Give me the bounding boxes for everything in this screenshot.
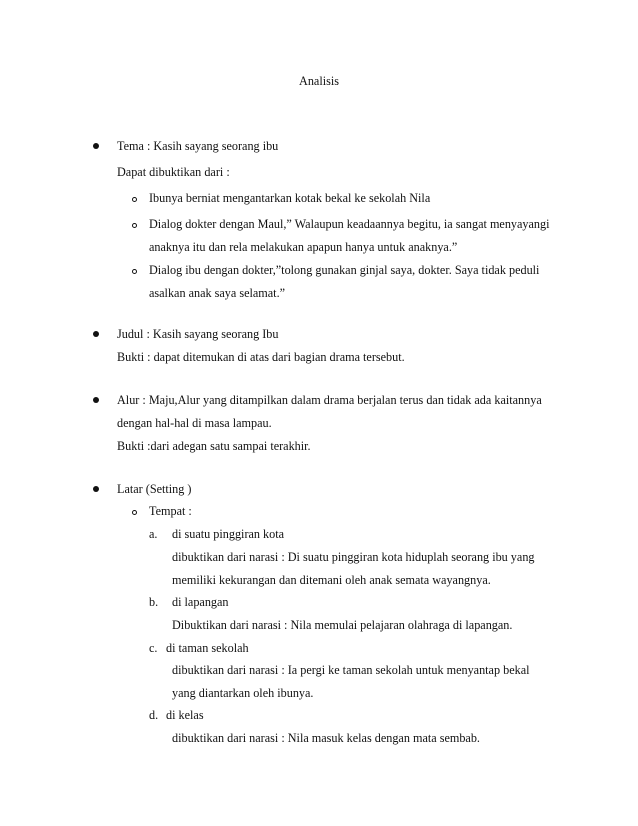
place-evidence-c-2: yang diantarkan oleh ibunya.	[172, 686, 314, 700]
tema-item-2-line1: Dialog dokter dengan Maul,” Walaupun keadaannya begitu, ia sangat menyayangi	[149, 217, 550, 231]
tema-intro: Dapat dibuktikan dari :	[117, 165, 230, 179]
place-evidence-c-1: dibuktikan dari narasi : Ia pergi ke taman sekolah untuk menyantap bekal	[172, 663, 530, 677]
alur-line2: dengan hal-hal di masa lampau.	[117, 416, 272, 430]
alur-bukti: Bukti :dari adegan satu sampai terakhir.	[117, 439, 311, 453]
place-letter-d: d.	[149, 708, 159, 722]
sub-bullet	[132, 197, 137, 202]
tema-item-2-line2: anaknya itu dan rela melakukan apapun hanya untuk anaknya.”	[149, 240, 458, 254]
place-letter-b: b.	[149, 595, 159, 609]
sub-bullet	[132, 269, 137, 274]
place-evidence-a-1: dibuktikan dari narasi : Di suatu pinggiran kota hiduplah seorang ibu yang	[172, 550, 535, 564]
bullet-judul	[93, 331, 99, 337]
place-evidence-d-1: dibuktikan dari narasi : Nila masuk kelas dengan mata sembab.	[172, 731, 480, 745]
place-letter-c: c.	[149, 641, 158, 655]
tema-item-1: Ibunya berniat mengantarkan kotak bekal ke sekolah Nila	[149, 191, 431, 205]
place-evidence-b-1: Dibuktikan dari narasi : Nila memulai pelajaran olahraga di lapangan.	[172, 618, 513, 632]
page-title: Analisis	[299, 74, 339, 88]
sub-bullet	[132, 510, 137, 515]
latar-tempat: Tempat :	[149, 504, 192, 518]
tema-heading: Tema : Kasih sayang seorang ibu	[117, 139, 279, 153]
place-letter-a: a.	[149, 527, 158, 541]
latar-heading: Latar (Setting )	[117, 482, 192, 496]
judul-heading: Judul : Kasih sayang seorang Ibu	[117, 327, 279, 341]
place-name-d: di kelas	[166, 708, 204, 722]
sub-bullet	[132, 223, 137, 228]
place-evidence-a-2: memiliki kekurangan dan ditemani oleh anak semata wayangnya.	[172, 573, 491, 587]
bullet-tema	[93, 143, 99, 149]
place-name-a: di suatu pinggiran kota	[172, 527, 285, 541]
tema-item-3-line2: asalkan anak saya selamat.”	[149, 286, 286, 300]
bullet-latar	[93, 486, 99, 492]
tema-item-3-line1: Dialog ibu dengan dokter,”tolong gunakan ginjal saya, dokter. Saya tidak peduli	[149, 263, 540, 277]
judul-bukti: Bukti : dapat ditemukan di atas dari bagian drama tersebut.	[117, 350, 405, 364]
place-name-c: di taman sekolah	[166, 641, 249, 655]
place-name-b: di lapangan	[172, 595, 229, 609]
bullet-alur	[93, 397, 99, 403]
alur-line1: Alur : Maju,Alur yang ditampilkan dalam drama berjalan terus dan tidak ada kaitannya	[117, 393, 542, 407]
